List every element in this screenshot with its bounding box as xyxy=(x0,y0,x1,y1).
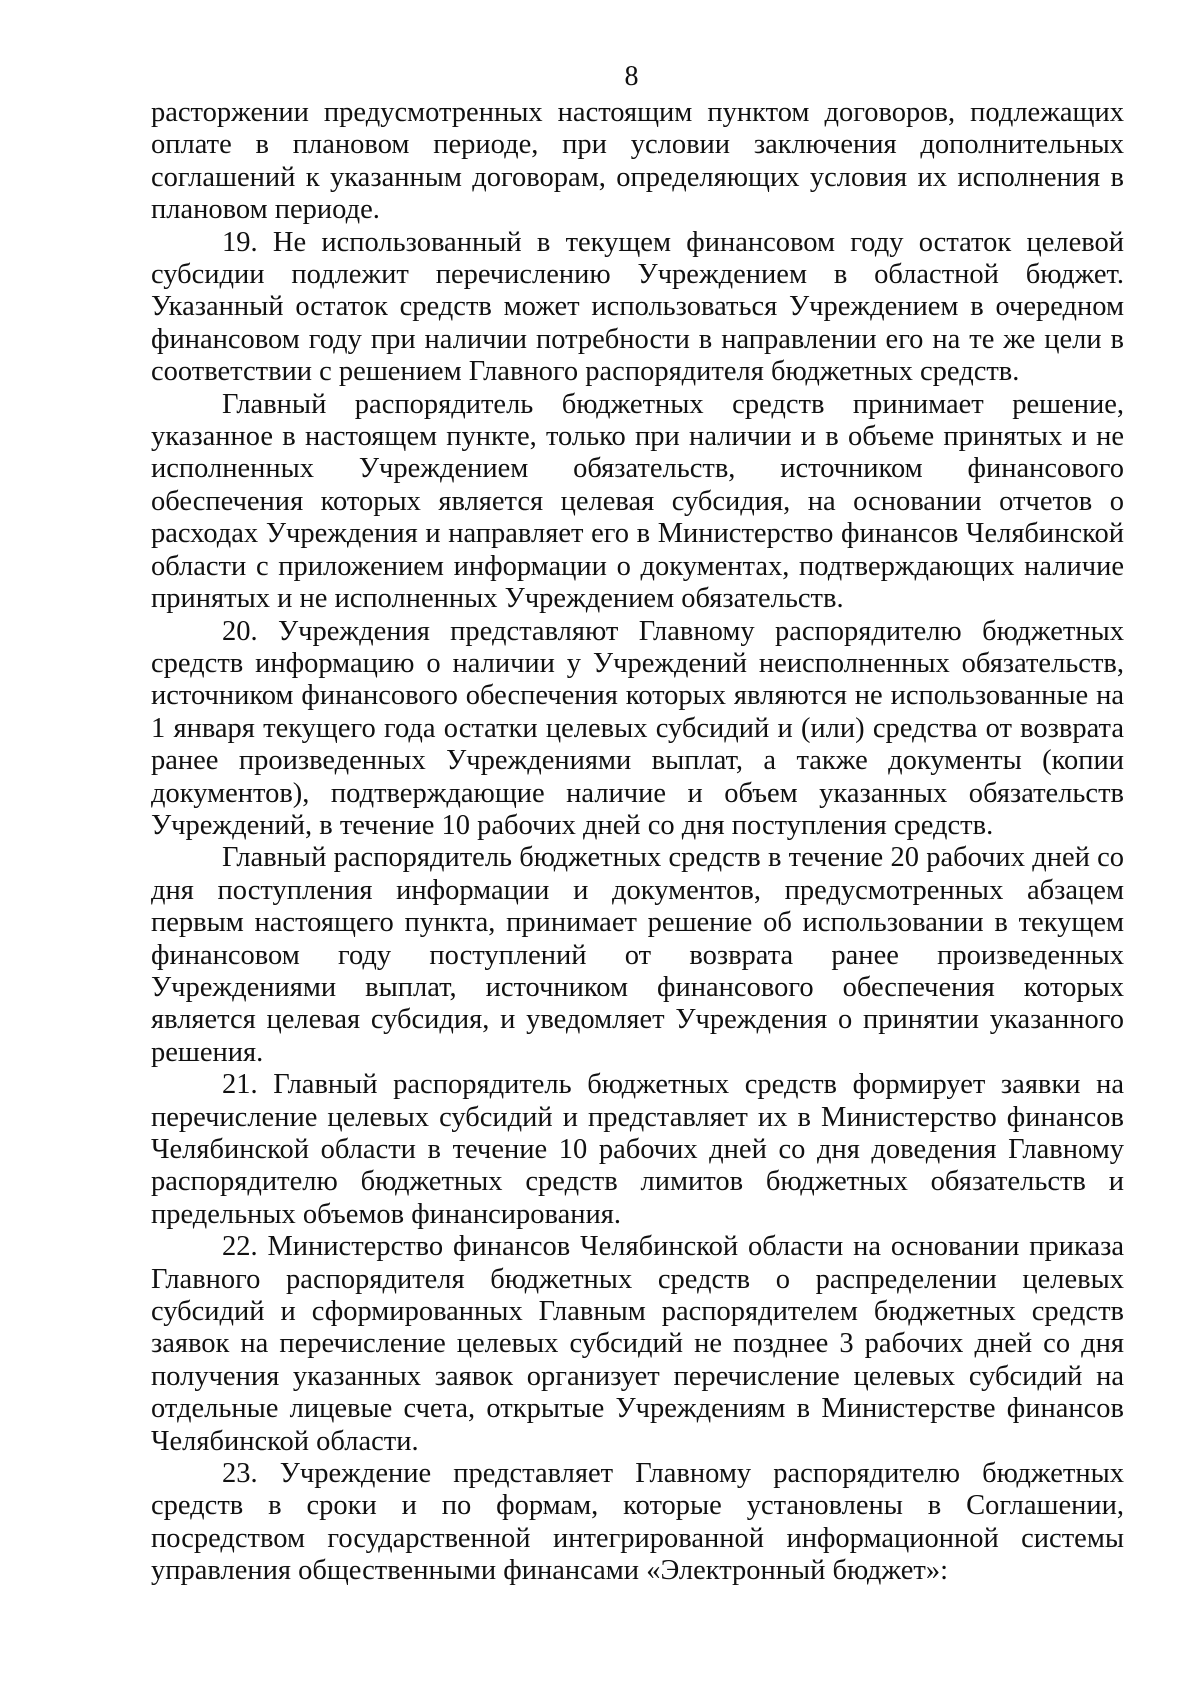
document-body xyxy=(151,97,1124,1588)
paragraph-item-19: 19. Не использованный в текущем финансовом году остаток целевой субсидии подлежит перечислению Учреждением в областной бюджет. Указанный остаток средств может использоваться Учреждением в очередном финансовом году при наличии потребности в направлении его на те же цели в соответствии с решением Главного распорядителя бюджетных средств. xyxy=(151,226,1124,388)
page-number: 8 xyxy=(624,61,639,92)
paragraph-item-22: 22. Министерство финансов Челябинской области на основании приказа Главного распорядителя бюджетных средств о распределении целевых субсидий и сформированных Главным распорядителем бюджетных средств заявок на перечисление целевых субсидий не позднее 3 рабочих дней со дня получения указанных заявок организует перечисление целевых субсидий на отдельные лицевые счета, открытые Учреждениям в Министерстве финансов Челябинской области. xyxy=(151,1231,1124,1457)
paragraph-item-20: 20. Учреждения представляют Главному распорядителю бюджетных средств информацию о наличии у Учреждений неисполненных обязательств, источником финансового обеспечения которых являются не использованные на 1 января текущего года остатки целевых субсидий и (или) средства от возврата ранее произведенных Учреждениями выплат, а также документы (копии документов), подтверждающие наличие и объем указанных обязательств Учреждений, в течение 10 рабочих дней со дня поступления средств. xyxy=(151,615,1124,841)
paragraph-item-19-decision: Главный распорядитель бюджетных средств принимает решение, указанное в настоящем пункте, только при наличии и в объеме принятых и не исполненных Учреждением обязательств, источником финансового обеспечения которых является целевая субсидия, на основании отчетов о расходах Учреждения и направляет его в Министерство финансов Челябинской области с приложением информации о документах, подтверждающих наличие принятых и не исполненных Учреждением обязательств. xyxy=(151,388,1124,615)
paragraph-continuation: расторжении предусмотренных настоящим пунктом договоров, подлежащих оплате в плановом периоде, при условии заключения дополнительных соглашений к указанным договорам, определяющих условия их исполнения в плановом периоде. xyxy=(151,97,1124,226)
paragraph-item-23: 23. Учреждение представляет Главному распорядителю бюджетных средств в сроки и по формам, которые установлены в Соглашении, посредством государственной интегрированной информационной системы управления общественными финансами «Электронный бюджет»: xyxy=(151,1458,1124,1587)
paragraph-item-20-decision: Главный распорядитель бюджетных средств в течение 20 рабочих дней со дня поступления информации и документов, предусмотренных абзацем первым настоящего пункта, принимает решение об использовании в текущем финансовом году поступлений от возврата ранее произведенных Учреждениями выплат, источником финансового обеспечения которых является целевая субсидия, и уведомляет Учреждения о принятии указанного решения. xyxy=(151,842,1124,1068)
paragraph-item-21: 21. Главный распорядитель бюджетных средств формирует заявки на перечисление целевых субсидий и представляет их в Министерство финансов Челябинской области в течение 10 рабочих дней со дня доведения Главному распорядителю бюджетных средств лимитов бюджетных обязательств и предельных объемов финансирования. xyxy=(151,1069,1124,1230)
